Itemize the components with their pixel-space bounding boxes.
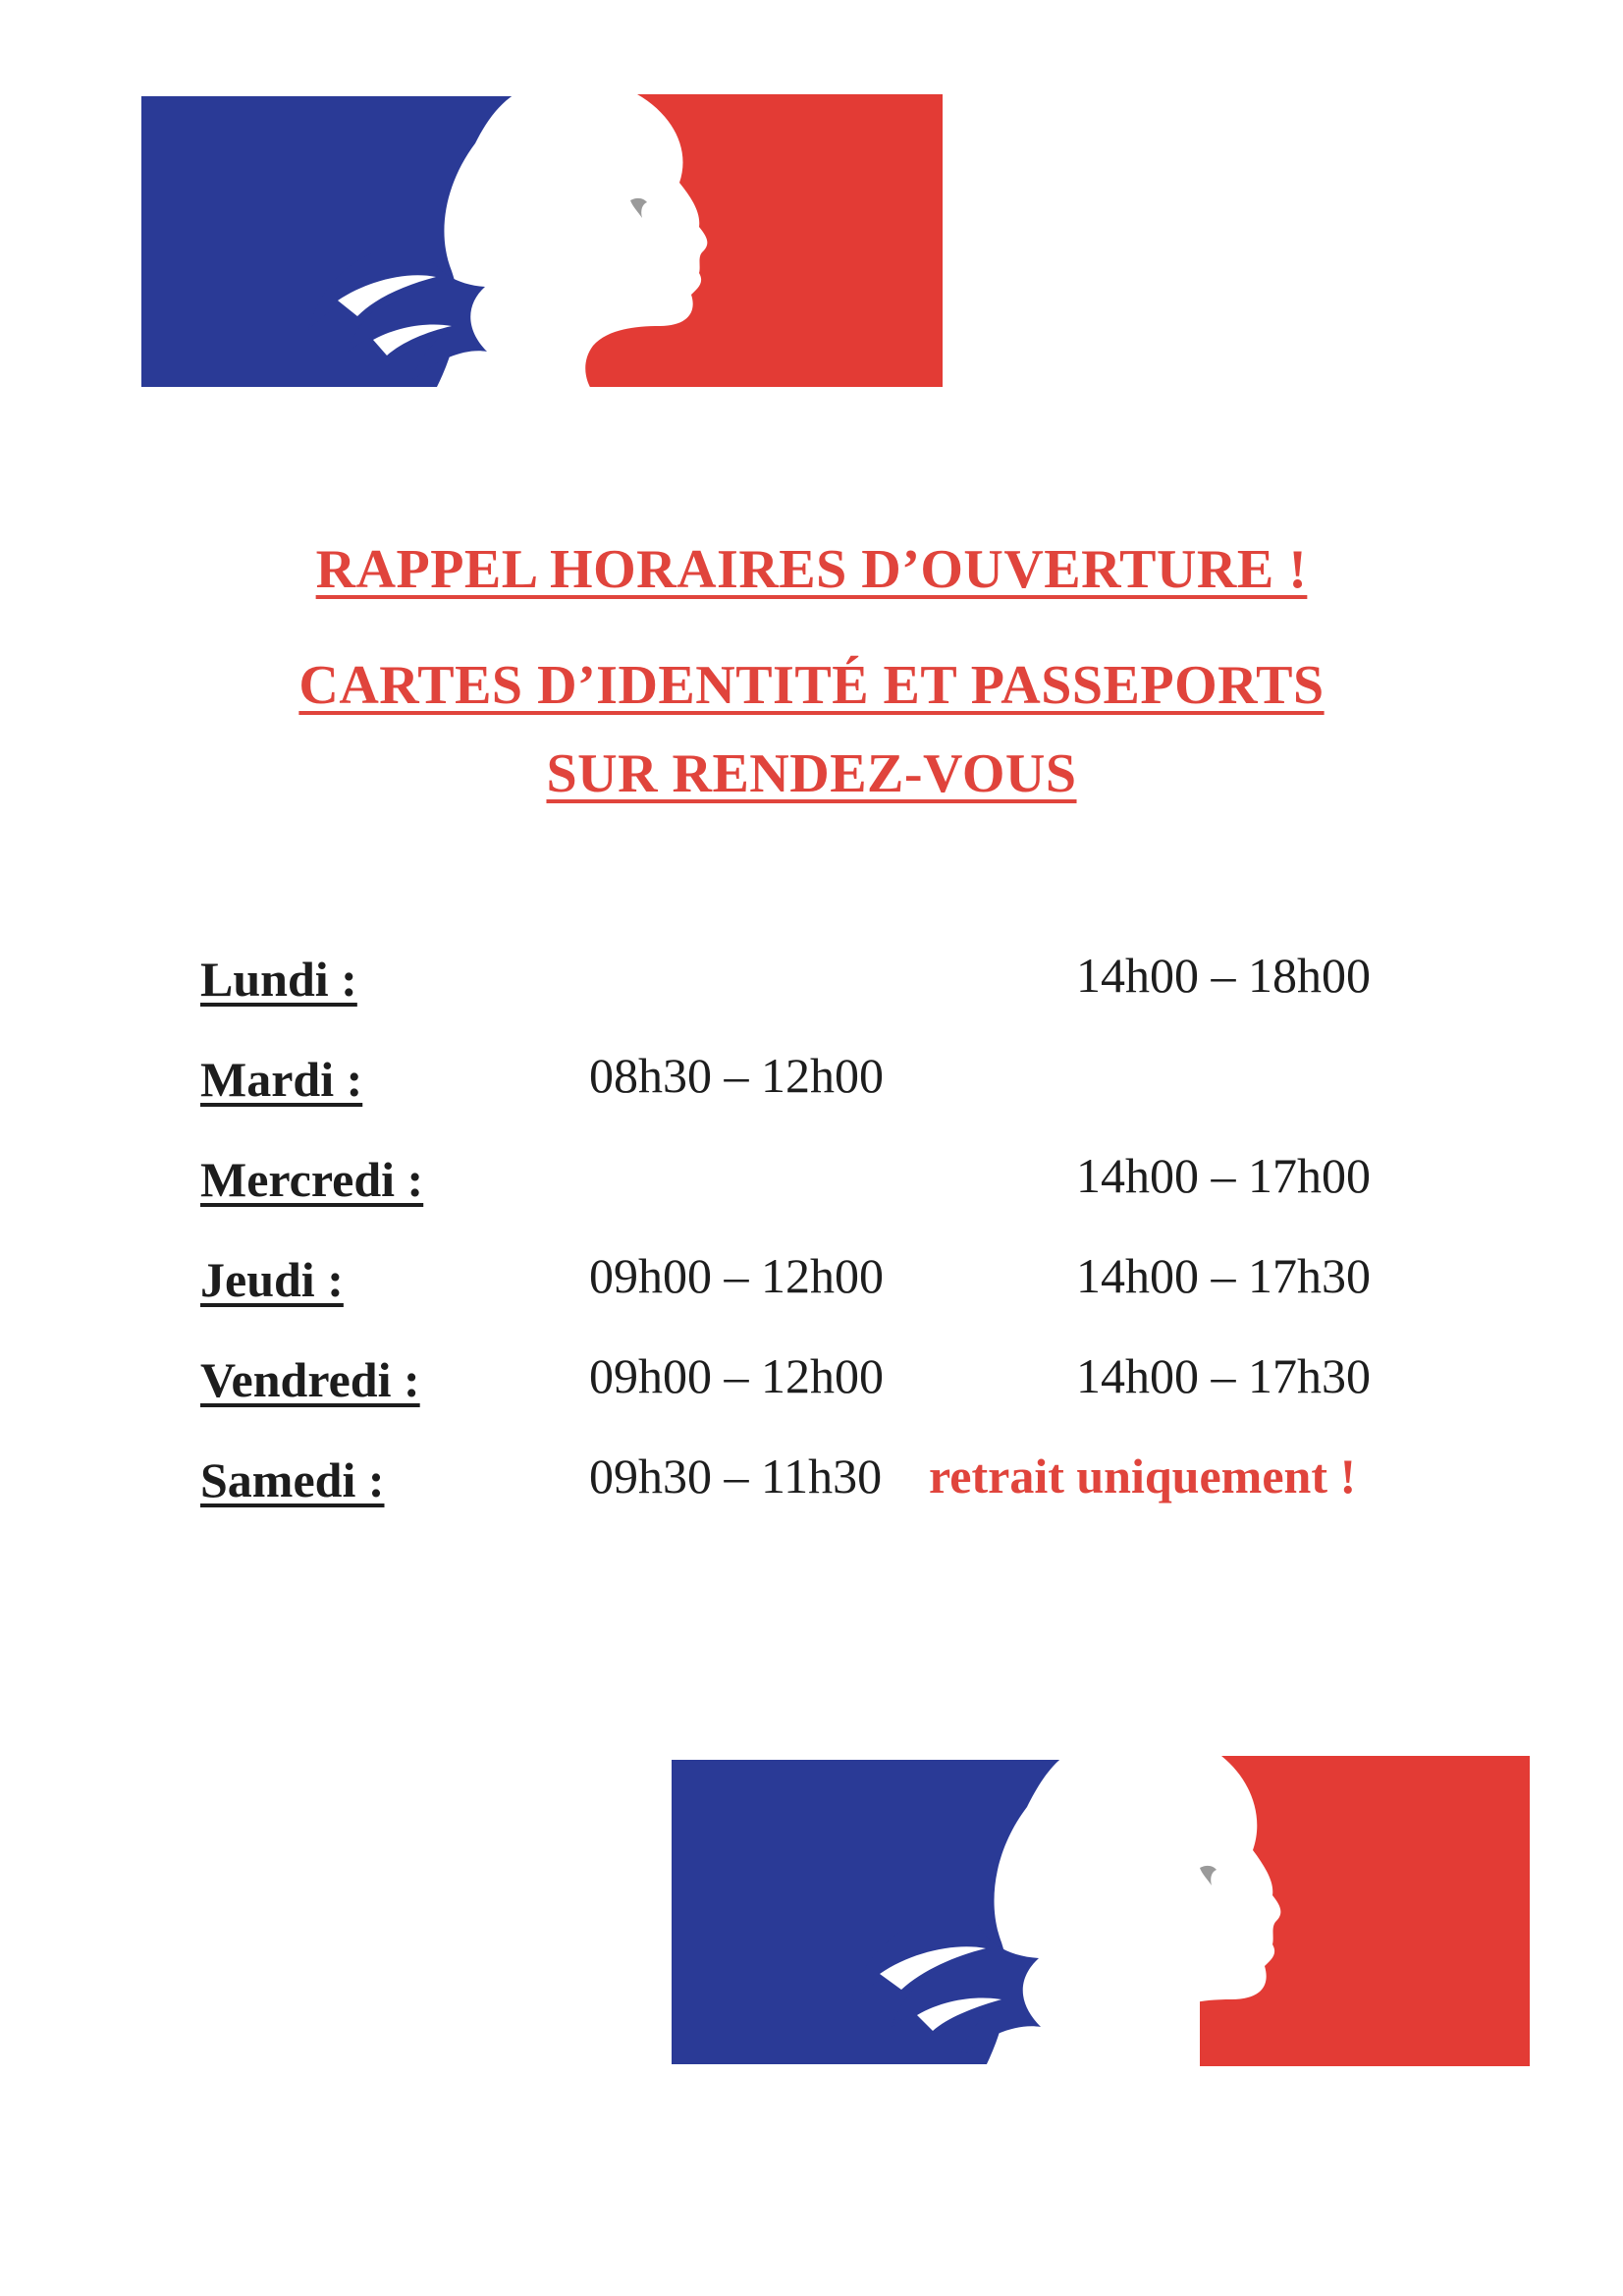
opening-schedule xyxy=(200,948,1437,1556)
marianne-icon xyxy=(672,1756,1530,2066)
schedule-row-mardi xyxy=(200,1048,1437,1155)
schedule-row-lundi xyxy=(200,948,1437,1055)
day-label: Mercredi : xyxy=(200,1152,424,1207)
afternoon-hours: 14h00 – 17h30 xyxy=(1076,1348,1371,1403)
day-label: Jeudi : xyxy=(200,1252,344,1307)
afternoon-hours: 14h00 – 18h00 xyxy=(1076,948,1371,1003)
schedule-row-samedi xyxy=(200,1449,1437,1556)
afternoon-hours: 14h00 – 17h30 xyxy=(1076,1248,1371,1303)
marianne-icon xyxy=(141,94,943,389)
schedule-row-vendredi xyxy=(200,1348,1437,1455)
morning-hours: 09h00 – 12h00 xyxy=(589,1248,884,1303)
day-label: Samedi : xyxy=(200,1452,385,1507)
marianne-logo-top xyxy=(141,94,943,389)
marianne-logo-bottom xyxy=(672,1756,1530,2066)
morning-hours: 08h30 – 12h00 xyxy=(589,1048,884,1103)
day-label: Mardi : xyxy=(200,1052,363,1107)
schedule-row-mercredi xyxy=(200,1148,1437,1255)
schedule-row-jeudi xyxy=(200,1248,1437,1355)
day-label: Vendredi : xyxy=(200,1352,420,1407)
heading-opening-hours: RAPPEL HORAIRES D’OUVERTURE ! xyxy=(315,539,1308,600)
afternoon-hours: 14h00 – 17h00 xyxy=(1076,1148,1371,1203)
morning-hours: 09h00 – 12h00 xyxy=(589,1348,884,1403)
morning-hours: 09h30 – 11h30 xyxy=(589,1449,883,1503)
pickup-only-note: retrait uniquement ! xyxy=(929,1449,1357,1503)
heading-appointment: SUR RENDEZ-VOUS xyxy=(546,743,1077,804)
heading-id-passports: CARTES D’IDENTITÉ ET PASSEPORTS xyxy=(298,655,1325,716)
day-label: Lundi : xyxy=(200,952,357,1007)
